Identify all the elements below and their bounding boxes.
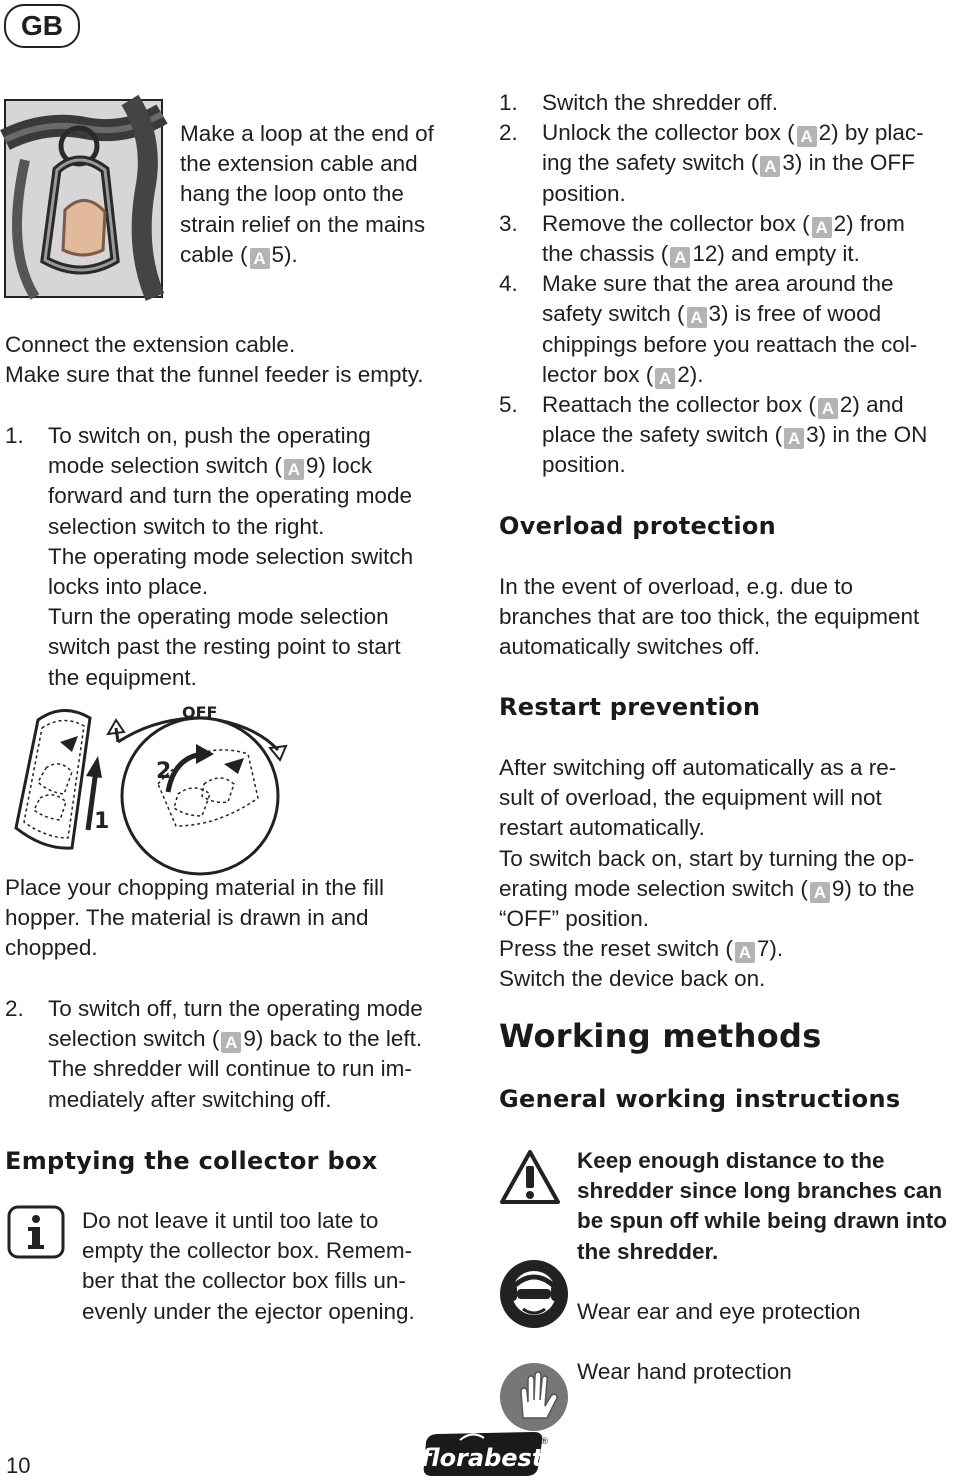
figure-a-badge: A <box>687 307 707 328</box>
text-fragment: cable ( <box>180 241 248 267</box>
text-fragment: 3) in the ON <box>806 422 928 448</box>
text-fragment: mode selection switch ( <box>48 453 282 479</box>
text-line <box>542 118 959 148</box>
text-fragment: lector box ( <box>542 361 654 387</box>
info-note <box>82 1206 472 1327</box>
step-number: 1. <box>5 423 24 448</box>
list-item <box>5 994 475 1115</box>
text-line <box>48 451 475 481</box>
step-number: 1. <box>499 90 518 115</box>
figure-a-badge: A <box>760 156 780 177</box>
list-item <box>499 390 959 481</box>
list-item <box>499 269 959 390</box>
text-line: strain relief on the mains <box>180 211 426 237</box>
list-item <box>499 88 959 118</box>
text-line: “OFF” position. <box>499 906 650 932</box>
list-item <box>499 118 959 209</box>
step-2-label: 2 <box>156 759 172 784</box>
registered-mark: ® <box>540 1437 549 1447</box>
figure-a-badge: A <box>810 882 830 903</box>
text-line: Make sure that the funnel feeder is empty. <box>5 362 424 388</box>
text-fragment: 3) is free of wood <box>708 301 882 327</box>
step-number: 2. <box>5 996 24 1021</box>
restart-heading: Restart prevention <box>499 693 761 721</box>
hand-protection-text: Wear hand protection <box>577 1359 792 1384</box>
text-line: switch past the resting point to start <box>48 634 401 660</box>
info-icon <box>7 1205 65 1259</box>
text-fragment: Unlock the collector box ( <box>542 120 795 146</box>
text-line: position. <box>542 180 626 206</box>
text-line: the shredder. <box>577 1238 719 1264</box>
text-fragment: 2) from <box>833 210 905 236</box>
chopping-text <box>5 873 475 964</box>
text-line: branches that are too thick, the equipment <box>499 604 920 630</box>
text-line <box>542 299 959 329</box>
florabest-logo <box>420 1428 548 1480</box>
text-fragment: place the safety switch ( <box>542 422 783 448</box>
text-line: forward and turn the operating mode <box>48 483 412 509</box>
text-fragment: 2). <box>677 361 704 387</box>
text-line: In the event of overload, e.g. due to <box>499 574 854 599</box>
text-line: empty the collector box. Remem- <box>82 1238 413 1264</box>
text-line: Connect the extension cable. <box>5 332 296 357</box>
figure-a-badge: A <box>784 428 804 449</box>
collector-box-steps <box>499 88 959 481</box>
text-line <box>499 934 959 964</box>
text-line: be spun off while being drawn into <box>577 1208 947 1234</box>
ear-eye-protection-icon <box>499 1259 569 1329</box>
text-fragment: erating mode selection switch ( <box>499 875 808 901</box>
text-line <box>542 209 959 239</box>
text-line: restart automatically. <box>499 815 705 841</box>
text-line: the extension cable and <box>180 151 418 177</box>
switch-off-step <box>5 994 475 1115</box>
intro-text <box>5 330 475 390</box>
text-fragment: Reattach the collector box ( <box>542 392 816 418</box>
language-badge: GB <box>4 4 80 48</box>
text-line: The shredder will continue to run im- <box>48 1056 412 1082</box>
text-fragment: 5). <box>271 241 298 267</box>
text-line: Place your chopping material in the fill <box>5 875 384 900</box>
text-fragment: selection switch ( <box>48 1026 220 1052</box>
text-line: To switch off, turn the operating mode <box>48 996 423 1021</box>
text-line: chopped. <box>5 935 98 961</box>
switch-on-step <box>5 421 475 693</box>
warning-icon <box>499 1148 561 1206</box>
text-line: To switch back on, start by turning the op- <box>499 845 915 871</box>
text-line <box>542 420 959 450</box>
off-label: OFF <box>182 703 218 722</box>
step-number: 3. <box>499 210 518 236</box>
step-number: 5. <box>499 392 518 418</box>
text-line: position. <box>542 452 626 478</box>
figure-a-badge: A <box>655 368 675 389</box>
figure-a-badge: A <box>797 126 817 147</box>
text-line <box>542 360 959 390</box>
text-line: Make a loop at the end of <box>180 121 434 146</box>
text-line <box>499 874 959 904</box>
page-number: 10 <box>6 1453 31 1478</box>
restart-text <box>499 753 959 995</box>
ear-eye-protection-text: Wear ear and eye protection <box>577 1299 861 1324</box>
overload-heading: Overload protection <box>499 512 777 540</box>
cable-loop-text <box>180 119 470 270</box>
text-fragment: Press the reset switch ( <box>499 936 733 962</box>
hand-protection-icon <box>499 1362 569 1432</box>
text-line: the equipment. <box>48 664 197 690</box>
step-number: 4. <box>499 271 518 297</box>
brand-name: florabest <box>420 1444 544 1472</box>
text-fragment: 12) and empty it. <box>692 241 860 267</box>
text-line: chippings before you reattach the col- <box>542 331 918 357</box>
figure-a-badge: A <box>818 398 838 419</box>
list-item <box>499 209 959 269</box>
list-item <box>5 421 475 693</box>
figure-a-badge: A <box>812 217 832 238</box>
figure-a-badge: A <box>284 459 304 480</box>
text-fragment: 9) to the <box>831 875 915 901</box>
text-line: Keep enough distance to the <box>577 1148 885 1173</box>
text-line: sult of overload, the equipment will not <box>499 785 882 811</box>
figure-a-badge: A <box>250 248 270 269</box>
text-line: hopper. The material is drawn in and <box>5 905 369 931</box>
extension-cable-loop-image <box>5 100 162 297</box>
text-line: Make sure that the area around the <box>542 271 894 297</box>
distance-warning <box>577 1146 960 1267</box>
emptying-collector-heading: Emptying the collector box <box>5 1147 378 1175</box>
text-fragment: 9) back to the left. <box>243 1026 423 1052</box>
text-line <box>180 240 470 270</box>
text-line: shredder since long branches can <box>577 1178 943 1204</box>
text-line: mediately after switching off. <box>48 1086 332 1112</box>
step-1-label: 1 <box>94 809 110 834</box>
text-line: hang the loop onto the <box>180 181 404 207</box>
text-line <box>542 390 959 420</box>
text-fragment: 2) and <box>839 392 904 418</box>
text-line: Turn the operating mode selection <box>48 604 389 630</box>
text-line <box>542 239 959 269</box>
text-line: automatically switches off. <box>499 634 760 660</box>
text-line: evenly under the ejector opening. <box>82 1298 415 1324</box>
text-line <box>48 1024 475 1054</box>
text-fragment: 2) by plac- <box>818 120 924 146</box>
mode-switch-diagram <box>8 698 298 873</box>
text-line: The operating mode selection switch <box>48 543 414 569</box>
text-fragment: the chassis ( <box>542 241 669 267</box>
working-methods-heading: Working methods <box>499 1017 822 1055</box>
text-fragment: ing the safety switch ( <box>542 150 759 176</box>
text-line: ber that the collector box fills un- <box>82 1268 406 1294</box>
overload-text <box>499 572 959 663</box>
text-line: Do not leave it until too late to <box>82 1208 379 1233</box>
text-line: locks into place. <box>48 574 209 600</box>
general-instructions-heading: General working instructions <box>499 1085 901 1113</box>
text-fragment: 7). <box>756 936 784 962</box>
text-line <box>542 148 959 178</box>
text-fragment: 9) lock <box>305 453 373 479</box>
text-line: selection switch to the right. <box>48 513 325 539</box>
figure-a-badge: A <box>221 1032 241 1053</box>
text-line: Switch the device back on. <box>499 966 766 992</box>
step-number: 2. <box>499 120 518 146</box>
text-fragment: 3) in the OFF <box>782 150 915 176</box>
text-line: After switching off automatically as a re- <box>499 755 897 780</box>
text-fragment: safety switch ( <box>542 301 685 327</box>
text-fragment: Remove the collector box ( <box>542 210 810 236</box>
text-line: Switch the shredder off. <box>542 90 778 115</box>
figure-a-badge: A <box>670 247 690 268</box>
figure-a-badge: A <box>735 942 755 963</box>
text-line: To switch on, push the operating <box>48 423 371 448</box>
